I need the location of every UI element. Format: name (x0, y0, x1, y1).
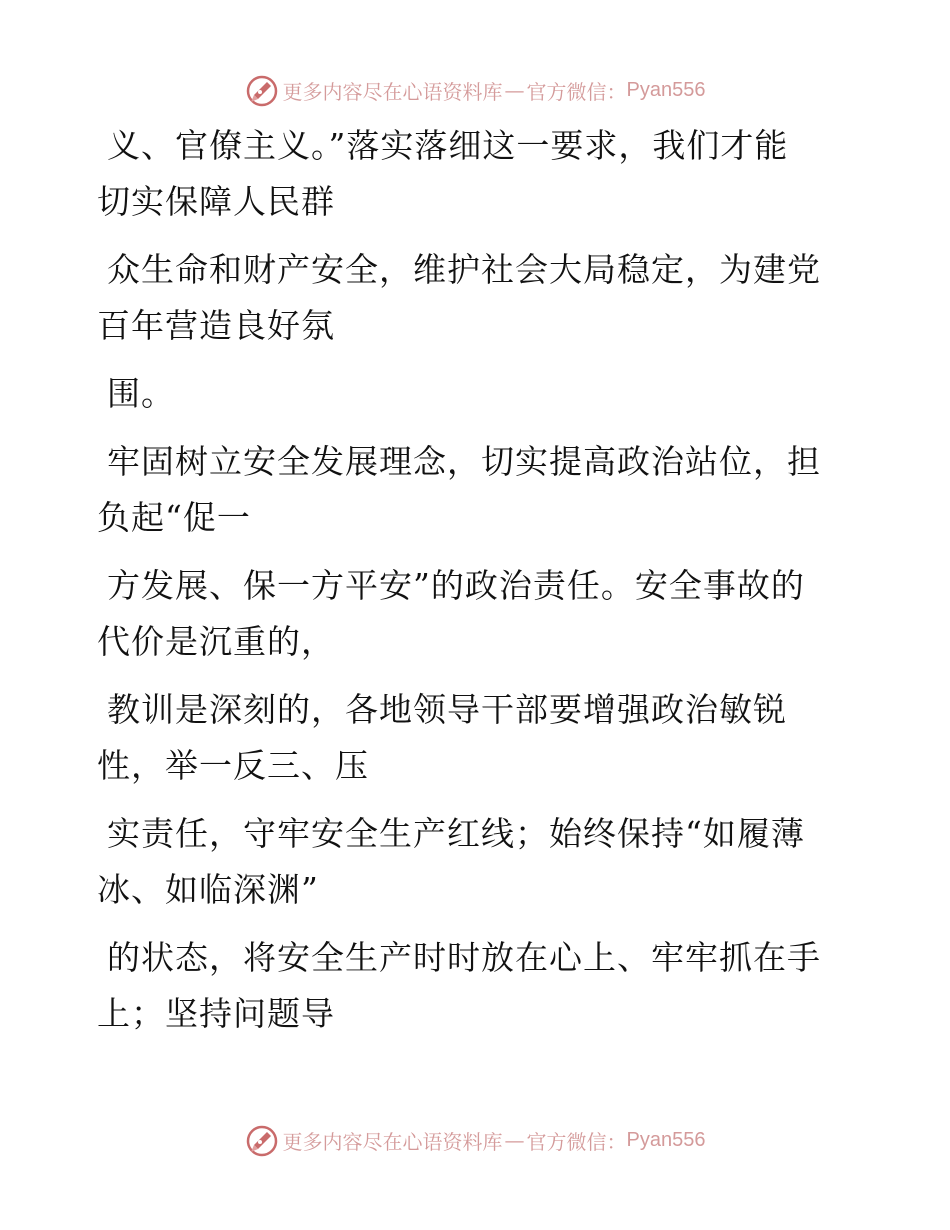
text-line: 牢固树立安全发展理念，切实提高政治站位，担 (107, 442, 821, 481)
text-line: 负起“促一 (97, 498, 251, 537)
pen-logo-icon (245, 1123, 279, 1157)
text-line: 方发展、保一方平安”的政治责任。安全事故的 (107, 566, 805, 605)
watermark-wechat-id: Pyan556 (626, 78, 706, 101)
paragraph (97, 366, 837, 422)
text-line: 义、官僚主义。”落实落细这一要求，我们才能 (107, 126, 789, 165)
watermark-title: 更多内容尽在心语资料库 (282, 1129, 503, 1154)
text-line: 上；坚持问题导 (97, 994, 335, 1033)
text-line: 代价是沉重的， (97, 622, 335, 661)
footer-watermark (0, 1120, 950, 1160)
paragraph (97, 434, 837, 546)
watermark-wechat-label: 官方微信： (526, 79, 627, 104)
pen-logo-icon (245, 73, 279, 107)
header-watermark (0, 70, 950, 110)
text-line: 的状态，将安全生产时时放在心上、牢牢抓在手 (107, 938, 821, 977)
watermark-wechat-id: Pyan556 (626, 1128, 706, 1151)
watermark-title: 更多内容尽在心语资料库 (282, 79, 503, 104)
text-line: 众生命和财产安全，维护社会大局稳定，为建党 (107, 250, 821, 289)
text-line: 性，举一反三、压 (97, 746, 369, 785)
watermark-dash: — (504, 1128, 525, 1152)
text-line: 实责任，守牢安全生产红线；始终保持“如履薄 (107, 814, 805, 853)
paragraph (97, 118, 837, 230)
text-line: 百年营造良好氛 (97, 306, 335, 345)
text-line: 围。 (107, 374, 175, 413)
document-body (97, 118, 837, 1042)
text-line: 教训是深刻的，各地领导干部要增强政治敏锐 (107, 690, 787, 729)
text-line: 冰、如临深渊” (97, 870, 319, 909)
watermark-dash: — (504, 78, 525, 102)
text-line: 切实保障人民群 (97, 182, 335, 221)
paragraph (97, 242, 837, 354)
paragraph (97, 806, 837, 918)
paragraph (97, 930, 837, 1042)
paragraph (97, 682, 837, 794)
paragraph (97, 558, 837, 670)
watermark-wechat-label: 官方微信： (526, 1129, 627, 1154)
